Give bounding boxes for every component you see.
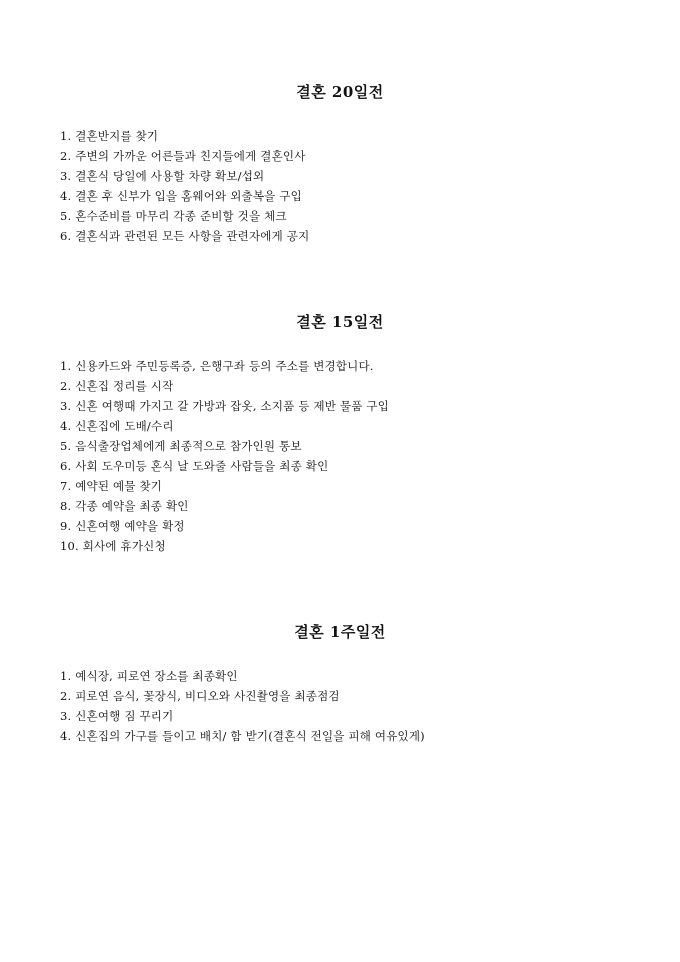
list-item: 1. 신용카드와 주민등록증, 은행구좌 등의 주소를 변경합니다. [60, 359, 374, 373]
section-15-days-before [60, 312, 620, 556]
list-item: 5. 혼수준비를 마무리 각종 준비할 것을 체크 [60, 209, 287, 223]
section-1-week-before [60, 622, 620, 746]
section-title: 결혼 15일전 [296, 313, 384, 331]
list-item: 1. 예식장, 피로연 장소를 최종확인 [60, 669, 238, 683]
list-item: 4. 신혼집에 도배/수리 [60, 419, 174, 433]
list-item: 3. 신혼여행 짐 꾸리기 [60, 709, 174, 723]
checklist [60, 126, 620, 246]
list-item: 5. 음식출장업체에게 최종적으로 참가인원 통보 [60, 439, 302, 453]
list-item: 6. 사회 도우미등 혼식 날 도와줄 사람들을 최종 확인 [60, 459, 329, 473]
list-item: 6. 결혼식과 관련된 모든 사항을 관련자에게 공지 [60, 229, 310, 243]
checklist [60, 356, 620, 556]
section-20-days-before [60, 82, 620, 246]
list-item: 8. 각종 예약을 최종 확인 [60, 499, 189, 513]
list-item: 7. 예약된 예물 찾기 [60, 479, 163, 493]
list-item: 2. 피로연 음식, 꽃장식, 비디오와 사진촬영을 최종점검 [60, 689, 340, 703]
section-title: 결혼 20일전 [296, 83, 384, 101]
list-item: 3. 결혼식 당일에 사용할 차량 확보/섭외 [60, 169, 265, 183]
list-item: 4. 결혼 후 신부가 입을 홈웨어와 외출복을 구입 [60, 189, 302, 203]
list-item: 10. 회사에 휴가신청 [60, 539, 166, 553]
list-item: 4. 신혼집의 가구를 들이고 배치/ 함 받기(결혼식 전일을 피해 여유있게) [60, 729, 425, 743]
list-item: 2. 신혼집 정리를 시작 [60, 379, 174, 393]
checklist [60, 666, 620, 746]
section-title: 결혼 1주일전 [294, 623, 386, 641]
list-item: 9. 신혼여행 예약을 확정 [60, 519, 185, 533]
list-item: 2. 주변의 가까운 어른들과 친지들에게 결혼인사 [60, 149, 306, 163]
list-item: 3. 신혼 여행때 가지고 갈 가방과 잡옷, 소지품 등 제반 물품 구입 [60, 399, 390, 413]
list-item: 1. 결혼반지를 찾기 [60, 129, 159, 143]
